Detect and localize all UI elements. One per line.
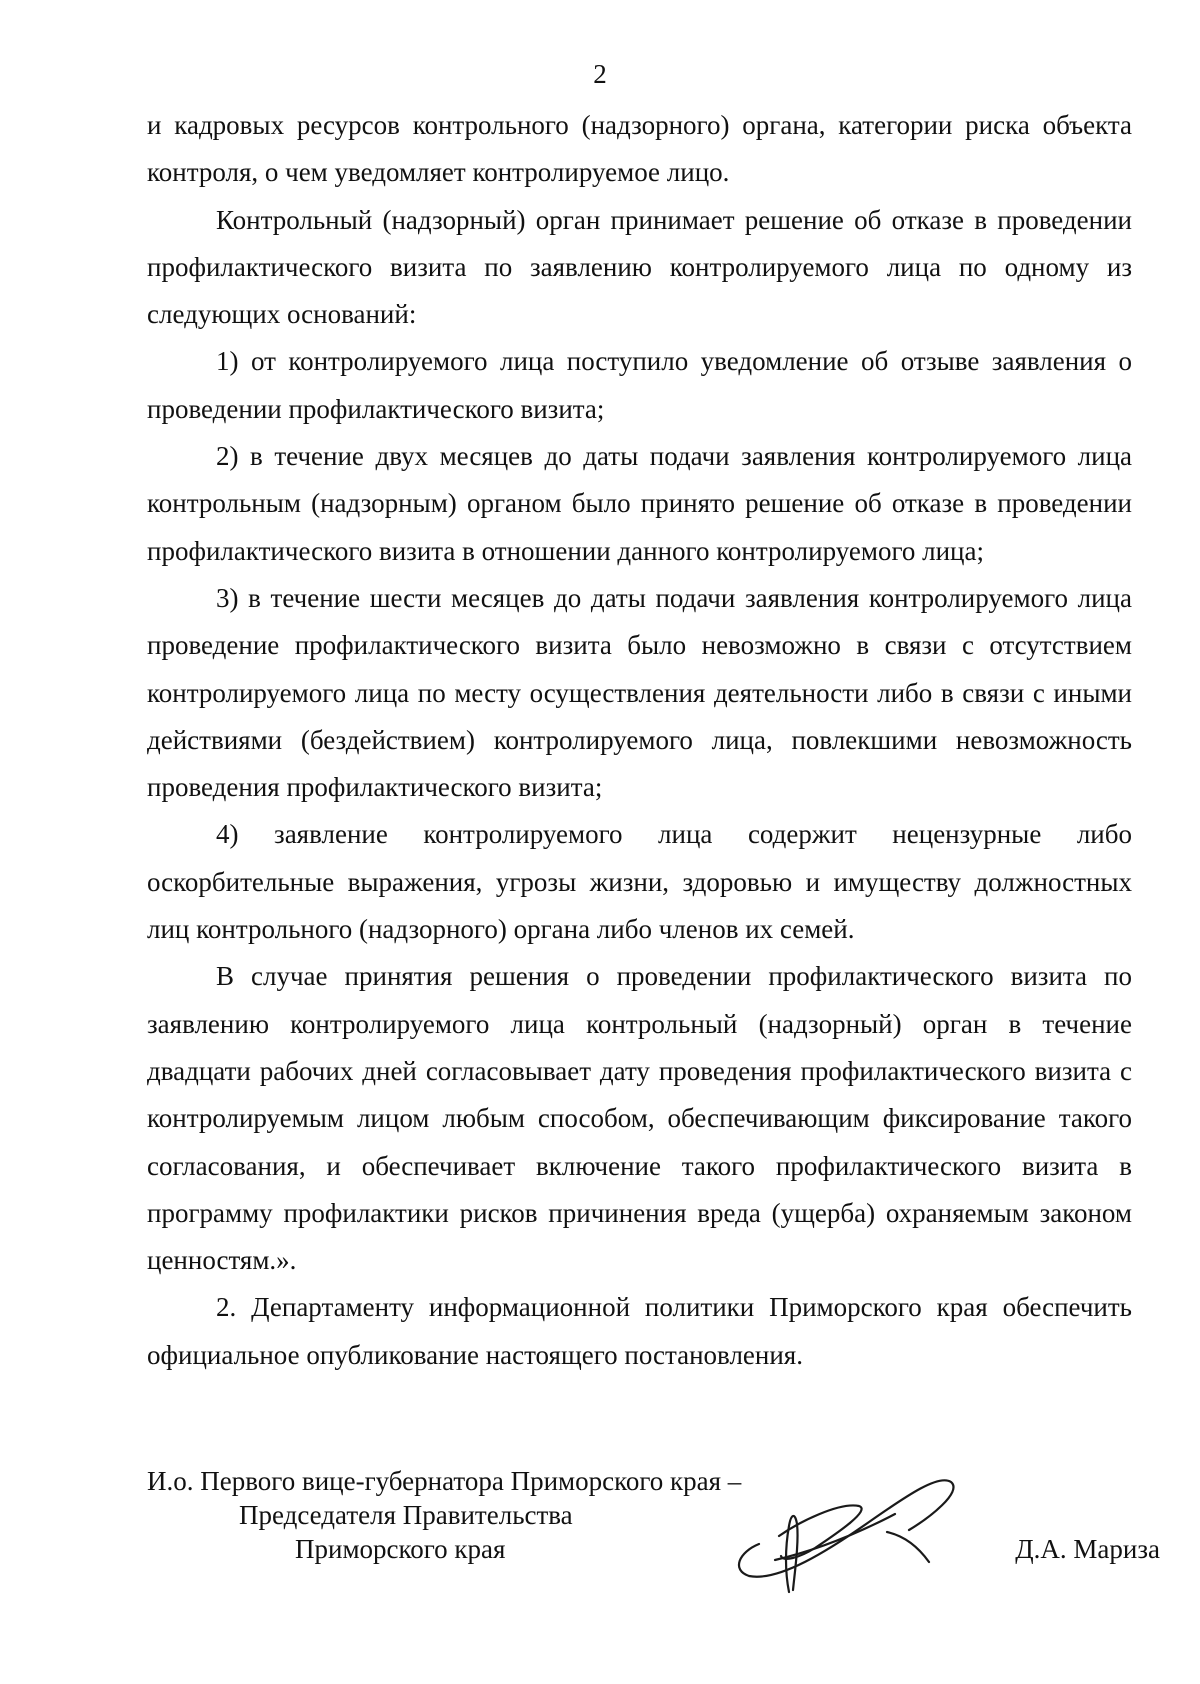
page-number: 2 [593, 59, 607, 89]
paragraph-publication-order: 2. Департаменту информационной политики Приморского края обеспечить официальное опубликование настоящего постановления. [147, 1292, 1132, 1370]
handwritten-signature-icon [719, 1452, 959, 1602]
signer-position-line-2: Председателя Правительства [239, 1500, 573, 1530]
list-item-3: 3) в течение шести месяцев до даты подачи заявления контролируемого лица проведение профилактического визита было невозможно в связи с отсутствием контролируемого лица по месту осуществления деятельности либо в связи с иными действиями (бездействием) контролируемого лица, повлекшими невозможность проведения профилактического визита; [147, 582, 1132, 803]
signer-name: Д.А. Мариза [1015, 1534, 1160, 1564]
list-item-4: 4) заявление контролируемого лица содержит нецензурные либо оскорбительные выражения, угрозы жизни, здоровью и имуществу должностных лиц контрольного (надзорного) органа либо членов их семей. [147, 819, 1132, 945]
list-item-1: 1) от контролируемого лица поступило уведомление об отзыве заявления о проведении профилактического визита; [147, 346, 1132, 424]
signature-block [147, 1464, 1160, 1614]
list-item-2: 2) в течение двух месяцев до даты подачи заявления контролируемого лица контрольным (надзорным) органом было принято решение об отказе в проведении профилактического визита в отношении данного контролируемого лица; [147, 441, 1132, 566]
paragraph-visit-agreement: В случае принятия решения о проведении профилактического визита по заявлению контролируемого лица контрольный (надзорный) орган в течение двадцати рабочих дней согласовывает дату проведения профилактического визита с контролируемым лицом любым способом, обеспечивающим фиксирование такого согласования, и обеспечивает включение такого профилактического визита в программу профилактики рисков причинения вреда (ущерба) охраняемым законом ценностям.». [147, 961, 1132, 1276]
signer-position-line-1: И.о. Первого вице-губернатора Приморского края – [147, 1466, 742, 1496]
document-body [147, 102, 1132, 1379]
paragraph-continuation: и кадровых ресурсов контрольного (надзорного) органа, категории риска объекта контроля, о чем уведомляет контролируемое лицо. [147, 110, 1132, 188]
paragraph-refusal-intro: Контрольный (надзорный) орган принимает решение об отказе в проведении профилактического визита по заявлению контролируемого лица по одному из следующих оснований: [147, 204, 1132, 330]
signer-position-line-3: Приморского края [295, 1534, 506, 1564]
